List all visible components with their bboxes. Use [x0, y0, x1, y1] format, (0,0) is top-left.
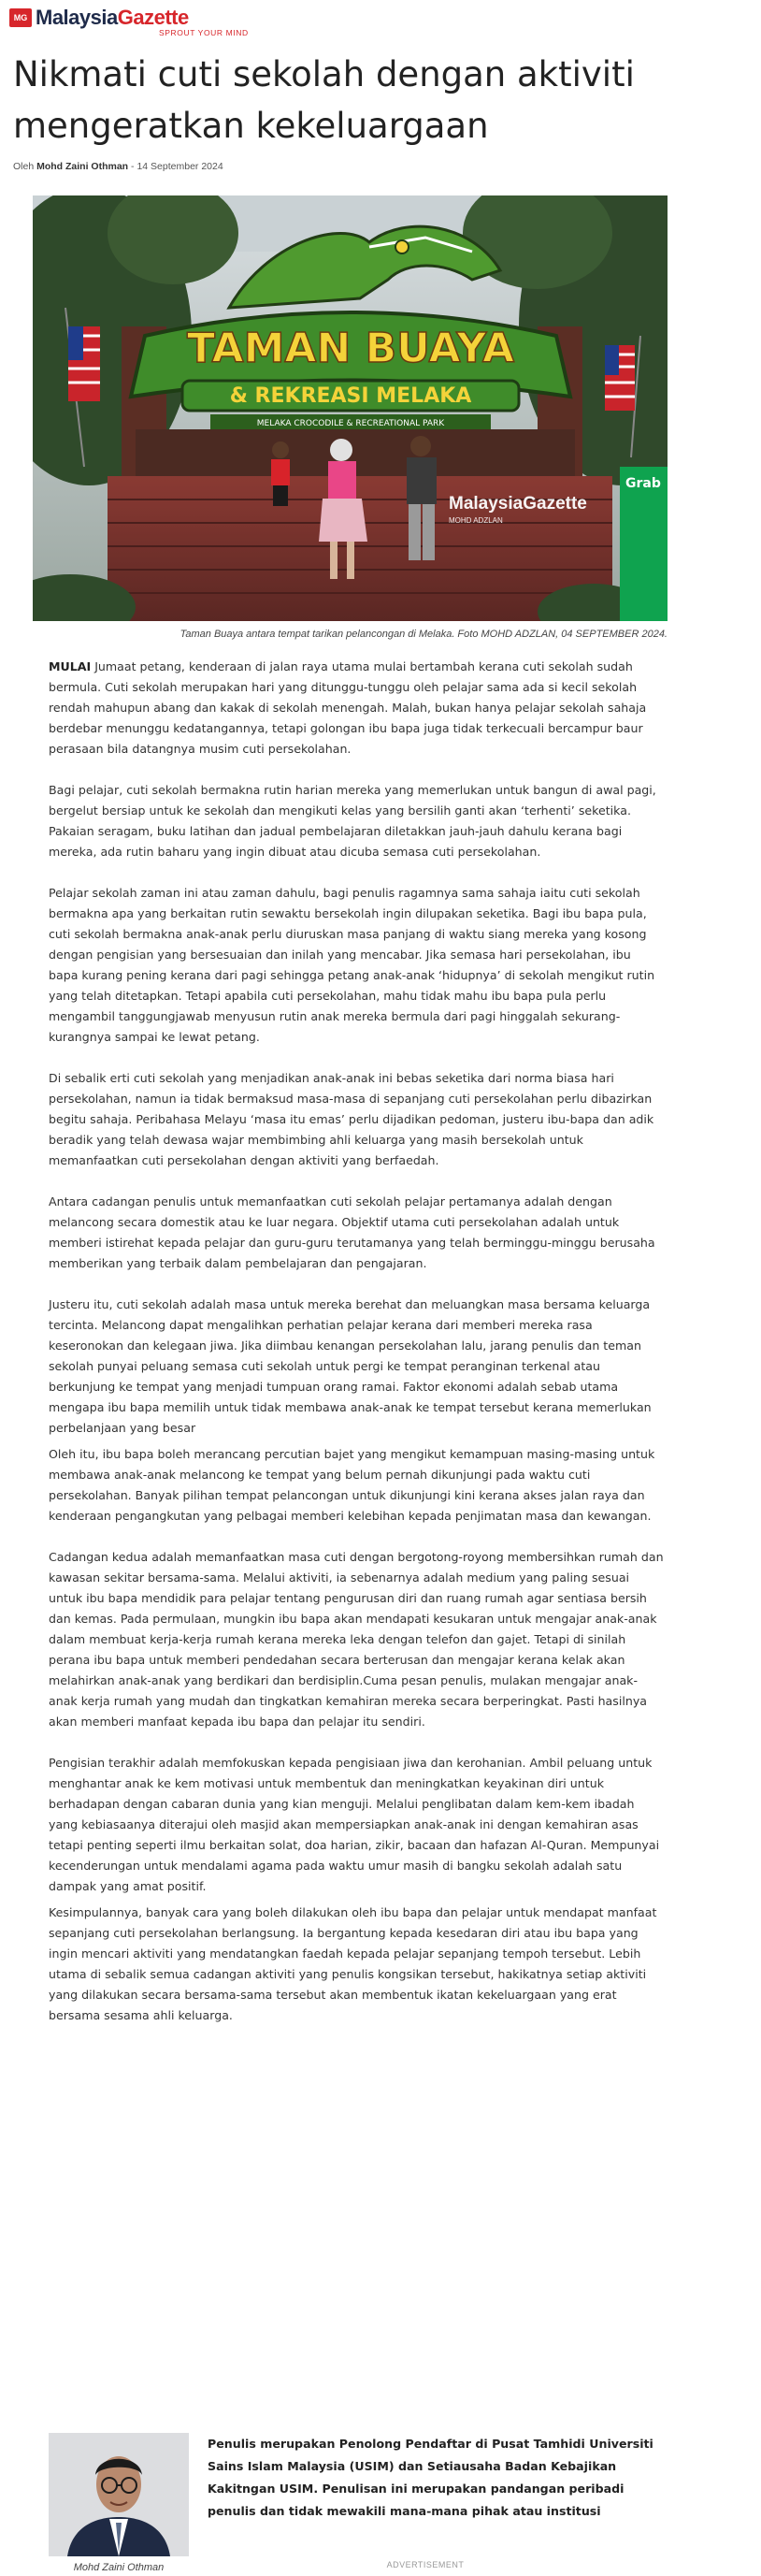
paragraph-1-text: Jumaat petang, kenderaan di jalan raya utama mulai bertambah kerana cuti sekolah sudah bermula. Cuti sekolah merupakan hari yang ditunggu-tunggu oleh pelajar sama ada si kecil sekolah rendah mahupun abang dan kakak di sekolah menengah. Malah, bukan hanya pelajar sekolah sahaja berdebar menunggu kedatangannya, tetapi golongan ibu bapa juga tidak terkecuali bercampur baur perasaan bila datangnya musim cuti persekolahan. — [49, 659, 647, 756]
author-bio: Penulis merupakan Penolong Pendaftar di Pusat Tamhidi Universiti Sains Islam Malaysia (USIM) dan Setiausaha Badan Kebajikan Kakitngan USIM. Penulisan ini merupakan pandangan peribadi penulis dan tidak mewakili mana-mana pihak atau institusi — [208, 2437, 653, 2518]
image-caption: Taman Buaya antara tempat tarikan pelancongan di Melaka. Foto MOHD ADZLAN, 04 SEPTEMBER 2024. — [179, 629, 668, 640]
logo-badge: MG — [9, 8, 32, 27]
hero-photo-illustration — [33, 195, 668, 621]
article-body — [49, 657, 664, 2047]
author-link[interactable]: Mohd Zaini Othman — [36, 161, 129, 172]
paragraph-8: Cadangan kedua adalah memanfaatkan masa cuti dengan bergotong-royong membersihkan rumah dan kawasan sekitar bersama-sama. Melalui aktiviti, ia sebenarnya adalah medium yang paling sesuai untuk ibu bapa mendidik para pelajar tentang pengurusan diri dan ruang rumah agar sentiasa bersih dan kemas. Pada permulaan, mungkin ibu bapa akan mendapati kesukaran untuk mengajar anak-anak dalam membuat kerja-kerja rumah kerana mereka leka dengan telefon dan gajet. Tetapi di sinilah perana ibu bapa untuk memberi pendedahan secara berterusan dan mengajar kerana kelak akan melahirkan anak-anak yang berdikari dan berdisiplin.Cuma pesan penulis, mulakan mengajar anak-anak kerja rumah yang mudah dan tingkatkan kemahiran mereka secara berperingkat. Pasti hasilnya akan memberi manfaat kepada ibu bapa dan pelajar itu sendiri. — [49, 1550, 664, 1729]
logo-part-gazette: Gazette — [117, 6, 189, 29]
logo-wordmark — [36, 6, 189, 30]
sign-title: TAMAN BUAYA — [186, 325, 515, 372]
paragraph-10: Kesimpulannya, banyak cara yang boleh dilakukan oleh ibu bapa dan pelajar untuk mendapat manfaat sepanjang cuti persekolahan berlangsung. Ia bergantung kepada kesedaran diri atau ibu bapa yang ingin mencari aktiviti yang mendatangkan faedah kepada pelajar sepanjang tempoh tersebut. Lebih utama di sebalik semua cadangan aktiviti yang penulis kongsikan tersebut, hakikatnya setiap aktiviti yang dilakukan secara bersama-sama tersebut akan membentuk ikatan kekeluargaan yang erat bersama sesama ahli keluarga. — [49, 1905, 657, 2022]
advertisement-label: ADVERTISEMENT — [386, 2560, 465, 2569]
logo-tagline: SPROUT YOUR MIND — [159, 28, 249, 37]
byline-prefix: Oleh — [13, 161, 35, 172]
sign-caption: MELAKA CROCODILE & RECREATIONAL PARK — [256, 419, 445, 428]
paragraph-6: Justeru itu, cuti sekolah adalah masa untuk mereka berehat dan meluangkan masa bersama keluarga tercinta. Melancong dapat mengalihkan perhatian pelajar kerana dari memberi mereka rasa keseronokan dan kelegaan jiwa. Jika diimbau kenangan persekolahan lalu, jarang penulis dan teman sekolah punyai peluang semasa cuti sekolah untuk pergi ke tempat peranginan terkenal atau berkunjung ke tempat yang menjadi tumpuan orang ramai. Faktor ekonomi adalah sebab utama mengapa ibu bapa memilih untuk tidak membawa anak-anak ke tempat tersebut kerana memerlukan perbelanjaan yang besar — [49, 1297, 652, 1435]
photo-watermark: MalaysiaGazette — [449, 494, 587, 514]
author-photo — [49, 2433, 189, 2556]
hero-image — [33, 195, 668, 621]
author-portrait — [49, 2433, 189, 2556]
byline-separator: - — [131, 161, 135, 172]
paragraph-5: Antara cadangan penulis untuk memanfaatkan cuti sekolah pelajar pertamanya adalah dengan melancong secara domestik atau ke luar negara. Objektif utama cuti persekolahan adalah untuk memberi istirehat kepada pelajar dan guru-guru terutamanya yang telah berminggu-minggu berusaha memberikan yang terbaik dalam pembelajaran dan pengajaran. — [49, 1194, 655, 1270]
logo-part-malaysia: Malaysia — [36, 6, 118, 29]
paragraph-3: Pelajar sekolah zaman ini atau zaman dahulu, bagi penulis ragamnya sama sahaja iaitu cuti sekolah bermakna apa yang berkaitan rutin sewaktu bersekolah ingin dilupakan seketika. Bagi ibu bapa pula, cuti sekolah bermakna anak-anak perlu diuruskan masa panjang di waktu siang mereka yang kosong dengan pengisian yang bersesuaian dan inilah yang mencabar. Jika semasa hari persekolahan, ibu bapa kurang pening kerana dari pagi sehingga petang anak-anak ‘hidupnya’ di sekolah mengikut rutin yang telah ditetapkan. Tetapi apabila cuti persekolahan, mahu tidak mahu ibu bapa pula perlu mengambil tanggungjawab menyusun rutin anak mereka bermula dari pagi hinggalah sekurang-kurangnya sampai ke lewat petang. — [49, 886, 655, 1044]
publish-date: 14 September 2024 — [136, 161, 223, 172]
article-title: Nikmati cuti sekolah dengan aktiviti mengeratkan kekeluargaan — [13, 54, 635, 146]
author-photo-caption: Mohd Zaini Othman — [73, 2562, 165, 2573]
paragraph-2: Bagi pelajar, cuti sekolah bermakna rutin harian mereka yang memerlukan untuk bangun di awal pagi, bergelut bersiap untuk ke sekolah dan mengikuti kelas yang bersilih ganti akan ‘terhenti’ seketika. Pakaian seragam, buku latihan dan jadual pembelajaran diletakkan jauh-jauh dahulu kerana bagi mereka, ada rutin baharu yang ingin dibuat atau dicuba semasa cuti persekolahan. — [49, 783, 656, 859]
photo-watermark-credit: MOHD ADZLAN — [449, 516, 503, 525]
sign-subtitle: & REKREASI MELAKA — [229, 384, 472, 408]
paragraph-7: Oleh itu, ibu bapa boleh merancang percutian bajet yang mengikut kemampuan masing-masing untuk membawa anak-anak melancong ke tempat yang belum pernah dikunjungi pada waktu cuti persekolahan. Banyak pilihan tempat pelancongan untuk dikunjungi kini kerana akses jalan raya dan kenderaan pengangkutan yang pelbagai memberi kelebihan kepada penjimatan masa dan kewangan. — [49, 1447, 655, 1523]
paragraph-1 — [49, 657, 664, 760]
paragraph-9: Pengisian terakhir adalah memfokuskan kepada pengisiaan jiwa dan kerohanian. Ambil peluang untuk menghantar anak ke kem motivasi untuk membentuk dan meningkatkan keyakinan diri untuk berhadapan dengan cabaran dunia yang kian menguji. Melalui penglibatan dalam kem-kem ibadah yang kebiasaanya diterajui oleh masjid akan mempersiapkan anak-anak ini dengan kemahiran asas tetapi penting seperti ilmu berkaitan solat, doa harian, zikir, bacaan dan hafazan Al-Quran. Mempunyai kecenderungan untuk mendalami agama pada waktu umur masih di bangku sekolah adalah satu dampak yang amat positif. — [49, 1756, 660, 1893]
byline — [13, 161, 223, 172]
child-figure — [271, 441, 290, 506]
lead-word: MULAI — [49, 659, 92, 673]
paragraph-4: Di sebalik erti cuti sekolah yang menjadikan anak-anak ini bebas seketika dari norma biasa hari persekolahan, namun ia tidak bermaksud masa-masa di sepanjang cuti persekolahan perlu dibazirkan begitu sahaja. Peribahasa Melayu ‘masa itu emas’ perlu dijadikan pedoman, justeru ibu-bapa dan adik beradik yang telah dewasa wajar membimbing ahli keluarga yang masih bersekolah untuk memanfaatkan cuti persekolahan dengan aktiviti yang berfaedah. — [49, 1071, 654, 1167]
author-box — [49, 2433, 666, 2573]
banner-text: Grab — [625, 476, 661, 491]
